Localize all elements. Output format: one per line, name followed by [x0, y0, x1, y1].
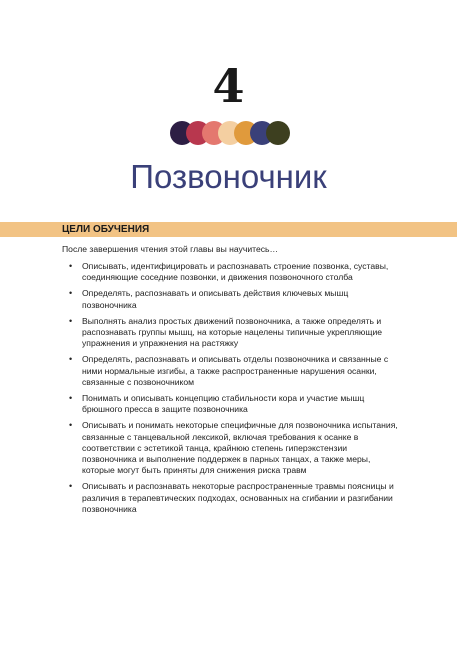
objective-item	[62, 261, 402, 283]
bullet-icon: •	[69, 354, 73, 365]
objectives-list	[62, 261, 402, 520]
decor-dot	[266, 121, 290, 145]
objective-item	[62, 393, 402, 415]
objective-item	[62, 481, 402, 515]
objective-text: Понимать и описывать концепцию стабильности кора и участие мышц брюшного пресса в защите позвоночника	[82, 393, 365, 415]
objective-item	[62, 288, 402, 310]
bullet-icon: •	[69, 393, 73, 404]
objective-item	[62, 354, 402, 388]
objective-text: Описывать, идентифицировать и распознавать строение позвонка, суставы, соединяющие соседние позвонки, и движения позвоночного столба	[82, 261, 389, 283]
objective-text: Описывать и понимать некоторые специфичные для позвоночника испытания, связанные с танцевальной лексикой, включая требования к осанке в соответствии с эстетикой танца, крайнюю степень гиперэкстензии позвоночника и выполнение поддержек в парных танцах, а также меры, которые могут быть приняты для снижения риска травм	[82, 420, 398, 476]
objective-text: Определять, распознавать и описывать отделы позвоночника и связанные с ними нормальные изгибы, а также распространенные нарушения осанки, связанные с позвоночником	[82, 354, 389, 387]
chapter-title: Позвоночник	[130, 158, 327, 195]
objective-text: Выполнять анализ простых движений позвоночника, а также определять и распознавать группы мышц, на которые нацелены типичные укрепляющие упражнения и упражнения на растяжку	[82, 315, 383, 349]
bullet-icon: •	[69, 261, 73, 271]
goals-intro: После завершения чтения этой главы вы научитесь…	[62, 244, 279, 254]
objective-text: Описывать и распознавать некоторые распространенные травмы поясницы и различия в терапевтических подходах, основанных на сгибании и разгибании позвоночника	[82, 481, 394, 514]
bullet-icon: •	[69, 288, 73, 299]
chapter-number: 4	[212, 59, 245, 113]
goals-heading: ЦЕЛИ ОБУЧЕНИЯ	[62, 224, 150, 235]
decorative-dots	[170, 121, 290, 145]
objective-item	[62, 316, 402, 350]
bullet-icon: •	[69, 315, 73, 326]
bullet-icon: •	[69, 481, 73, 492]
objective-item	[62, 420, 402, 476]
objective-text: Определять, распознавать и описывать действия ключевых мышц позвоночника	[82, 288, 349, 310]
bullet-icon: •	[69, 420, 73, 431]
